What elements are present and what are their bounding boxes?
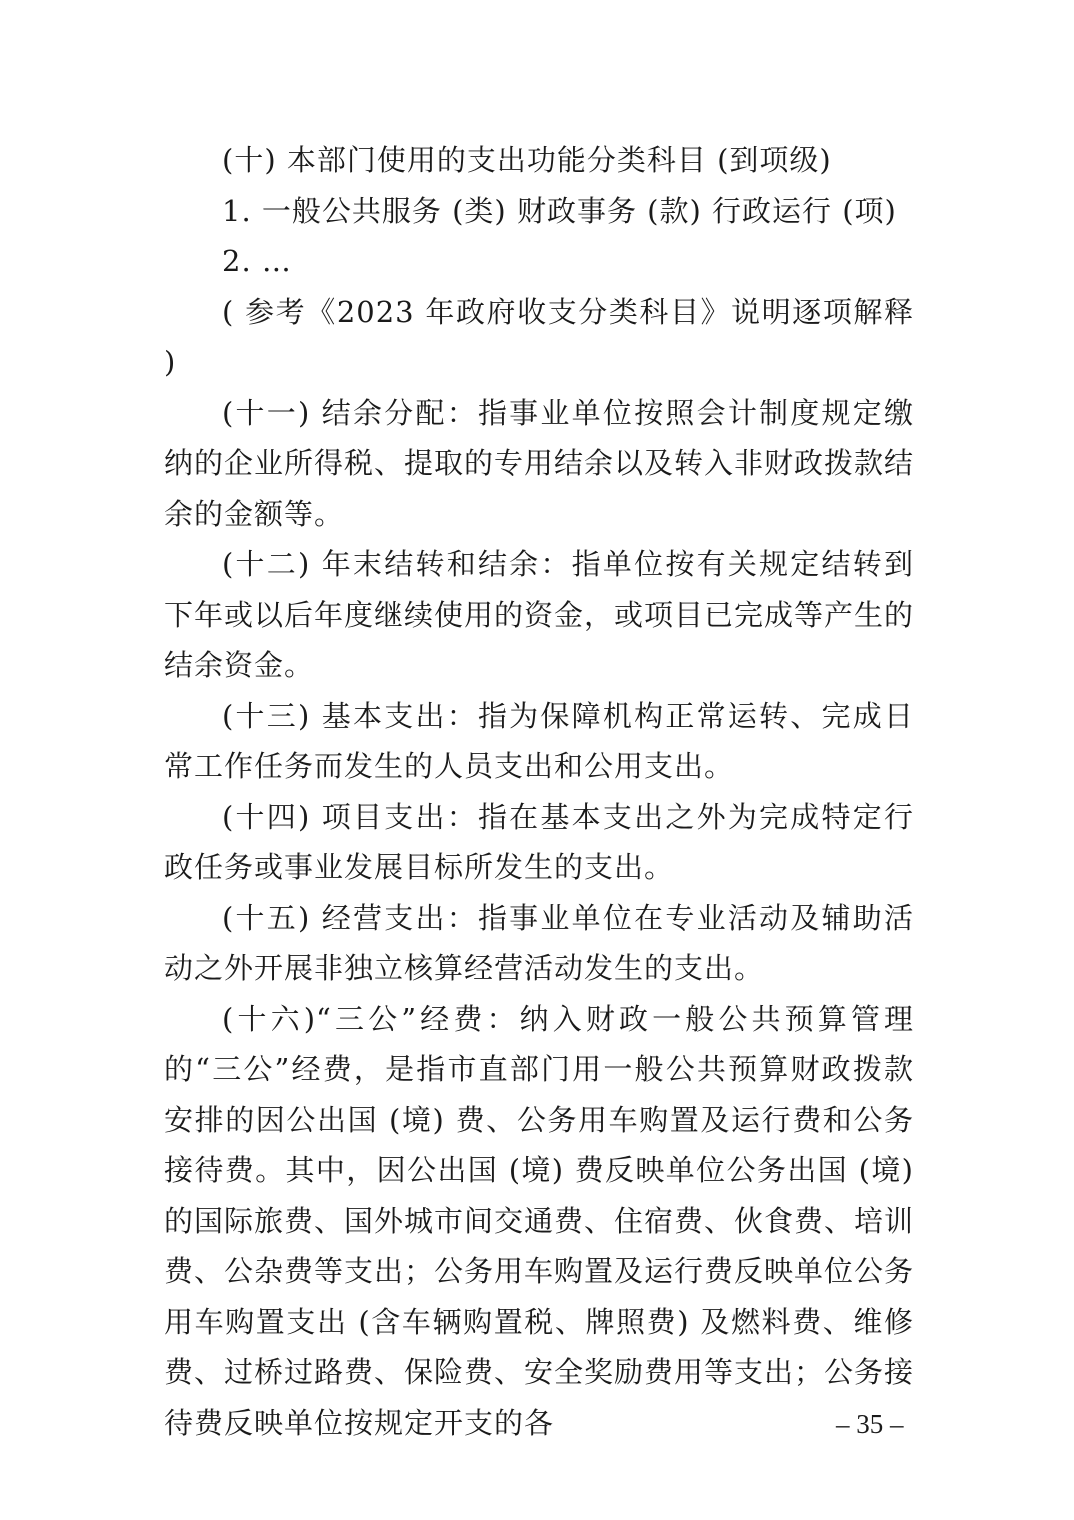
paragraph-item-2: 2. … — [222, 244, 292, 278]
paragraph-section-14: (十四) 项目支出：指在基本支出之外为完成特定行政任务或事业发展目标所发生的支出。 — [164, 799, 914, 884]
paragraph-section-12: (十二) 年末结转和结余：指单位按有关规定结转到下年或以后年度继续使用的资金，或项目已完成等产生的结余资金。 — [164, 547, 915, 682]
paragraph-section-13: (十三) 基本支出：指为保障机构正常运转、完成日常工作任务而发生的人员支出和公用支出。 — [164, 698, 914, 783]
page-number: – 35 – — [836, 1409, 904, 1439]
paragraph-section-15: (十五) 经营支出：指事业单位在专业活动及辅助活动之外开展非独立核算经营活动发生的支出。 — [164, 900, 914, 985]
paragraph-section-10: (十) 本部门使用的支出功能分类科目 (到项级) — [222, 143, 832, 177]
paragraph-reference-note: ( 参考《2023 年政府收支分类科目》说明逐项解释 ) — [164, 294, 914, 379]
paragraph-section-11: (十一) 结余分配：指事业单位按照会计制度规定缴纳的企业所得税、提取的专用结余以及转入非财政拨款结余的金额等。 — [164, 395, 915, 531]
body-text — [164, 135, 914, 1448]
paragraph-section-16: (十六)“三公”经费：纳入财政一般公共预算管理的“三公”经费，是指市直部门用一般公共预算财政拨款安排的因公出国 (境) 费、公务用车购置及运行费和公务接待费。其中，因公出国 (境) 费反映单位公务出国 (境) 的国际旅费、国外城市间交通费、住宿费、伙食费、培训费、公杂费等支出；公务用车购置及运行费反映单位公务用车购置支出 (含车辆购置税、牌照费) 及燃料费、维修费、过桥过路费、保险费、安全奖励费用等支出；公务接待费反映单位按规定开支的各 — [164, 1001, 915, 1440]
paragraph-item-1: 1. 一般公共服务 (类) 财政事务 (款) 行政运行 (项) — [222, 193, 897, 228]
